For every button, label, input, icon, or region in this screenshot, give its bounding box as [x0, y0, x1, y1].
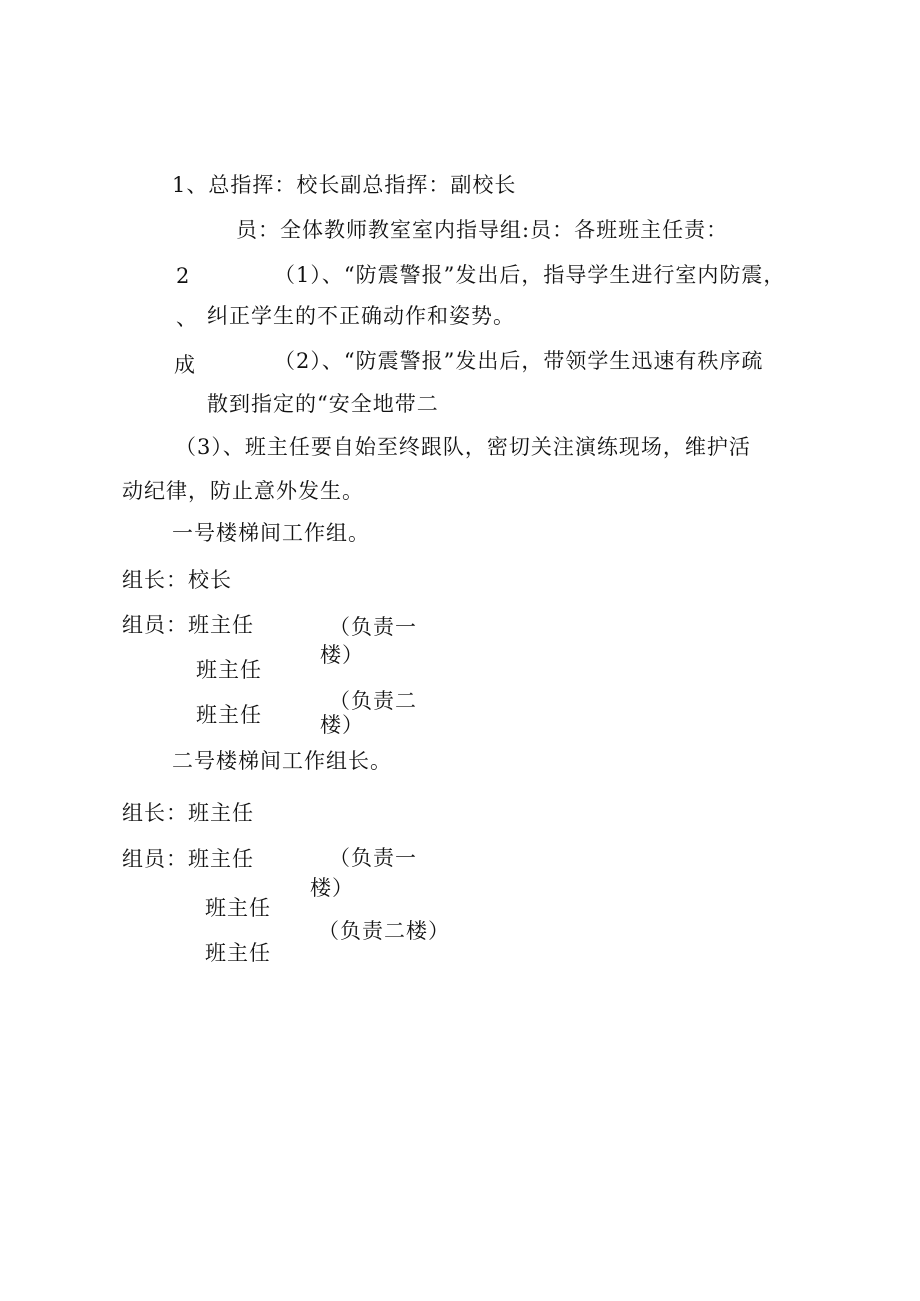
group-2-member-3-clipped	[205, 940, 295, 965]
section-marker-comma: 、	[176, 306, 198, 330]
group-1-note-1b: 楼）	[320, 643, 364, 667]
item-2-line-1: （2）、“防震警报”发出后，带领学生迅速有秩序疏	[274, 349, 764, 373]
item-1-line-1: （1）、“防震警报”发出后，指导学生进行室内防震，	[274, 263, 786, 287]
group-2-leader: 组长：班主任	[122, 801, 254, 825]
section-marker-cheng: 成	[174, 353, 196, 377]
group-2-member-1: 组员：班主任	[122, 847, 254, 871]
item-1-line-2: 纠正学生的不正确动作和姿势。	[207, 304, 515, 328]
section-marker-number: 2	[176, 264, 191, 288]
group-1-heading: 一号楼梯间工作组。	[172, 521, 370, 545]
item-3-line-1: （3）、班主任要自始至终跟队，密切关注演练现场，维护活	[175, 435, 751, 459]
group-2-member-2: 班主任	[205, 896, 271, 920]
group-1-note-2b: 楼）	[320, 713, 364, 737]
group-1-member-3: 班主任	[196, 703, 262, 727]
group-1-note-1a: （负责一	[329, 615, 417, 639]
item-3-line-2: 动纪律，防止意外发生。	[122, 479, 364, 503]
group-1-note-2b-clipped	[320, 712, 380, 737]
staff-line: 员：全体教师教室室内指导组:员：各班班主任责：	[236, 218, 729, 242]
command-line: 1、总指挥：校长副总指挥：副校长	[172, 173, 517, 197]
group-1-member-2: 班主任	[196, 658, 262, 682]
group-2-note-1b: 楼）	[310, 876, 354, 900]
group-2-member-3: 班主任	[205, 941, 271, 965]
group-2-note-1a: （负责一	[329, 846, 417, 870]
item-2-line-2: 散到指定的“安全地带二	[207, 392, 439, 416]
group-1-leader: 组长：校长	[122, 568, 232, 592]
group-2-note-2: （负责二楼）	[318, 919, 450, 943]
group-1-note-2a: （负责二	[329, 689, 417, 713]
group-1-member-1: 组员：班主任	[122, 613, 254, 637]
group-2-heading: 二号楼梯间工作组长。	[172, 749, 392, 773]
